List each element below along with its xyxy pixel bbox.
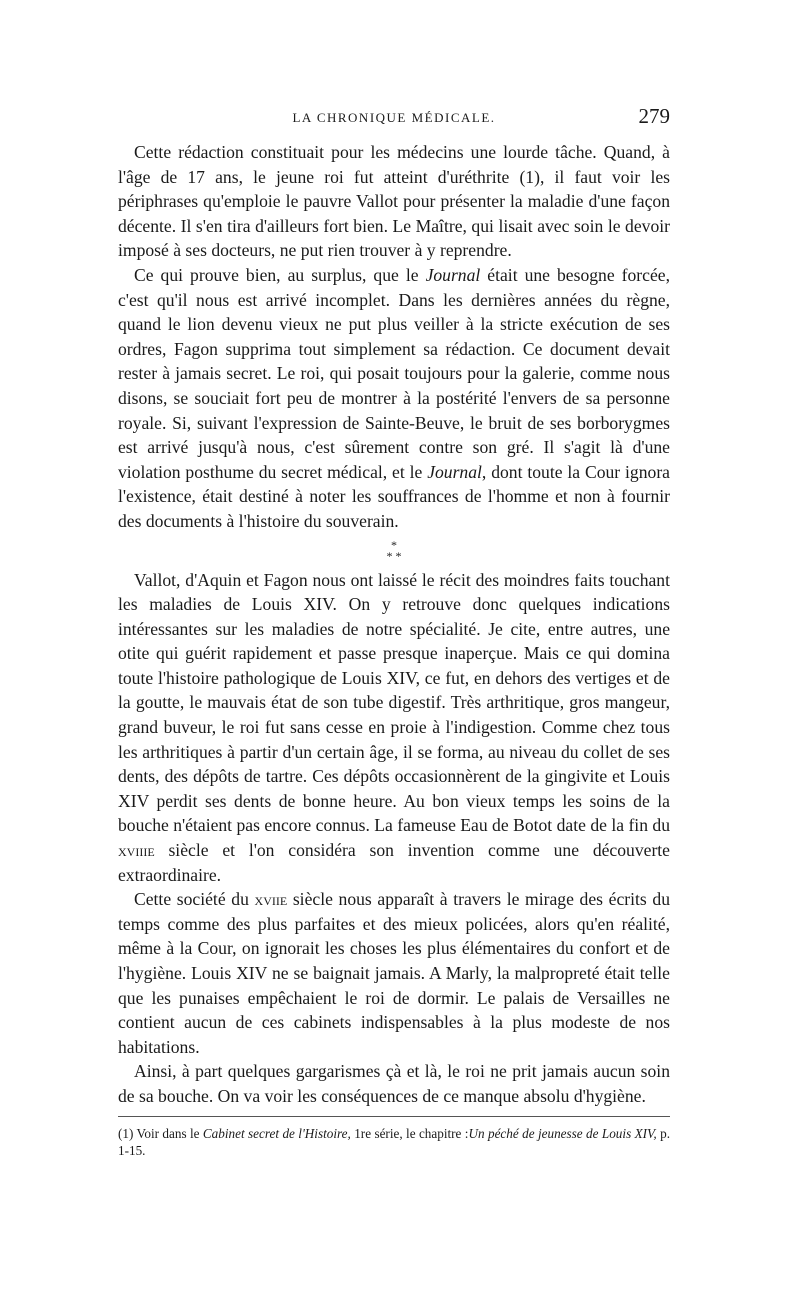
asterism-bottom: * * [386,548,402,563]
footnote-text-a: (1) Voir dans le [118,1125,203,1141]
footnote-chapter-title: Un péché de jeunesse de Louis XIV, [468,1125,657,1141]
century-numeral: xviiie [118,840,155,861]
footnote-text-b: 1re série, le chapitre : [350,1125,469,1141]
paragraph-2-text-b: était une besogne forcée, c'est qu'il nous est arrivé incomplet. Dans les dernières années du règne, quand le lion devenu vieux ne put plus veiller à la stricte exécution de ses ordres, Fagon supprima tout simplement sa rédaction. Ce document devait rester à jamais secret. Le roi, qui posait toujours pour la galerie, comme nous disons, se souciait fort peu de montrer à la postérité l'envers de sa personne royale. Si, suivant l'expression de Sainte-Beuve, le bruit de ses borborygmes est arrivé jusqu'à nous, c'est sûrement contre son gré. Il s'agit là d'une violation posthume du secret médical, et le [118,264,670,482]
paragraph-5: Ainsi, à part quelques gargarismes çà et là, le roi ne prit jamais aucun soin de sa bouche. On va voir les conséquences de ce manque absolu d'hygiène. [118,1061,670,1106]
paragraph-3-text-b: siècle et l'on considéra son invention comme une découverte extraordinaire. [118,840,670,885]
paragraph-1: Cette rédaction constituait pour les médecins une lourde tâche. Quand, à l'âge de 17 ans, le jeune roi fut atteint d'uréthrite (1), il faut voir les périphrases qu'emploie le pauvre Vallot pour présenter la maladie d'une façon décente. Il s'en tira d'ailleurs fort bien. Le Maître, qui lisait avec soin le devoir imposé à ses docteurs, ne put rien trouver à y reprendre. [118,142,670,261]
century-numeral: xviie [254,889,288,910]
journal-title: Journal [425,264,481,285]
journal-title: Journal [427,461,482,482]
asterism [118,537,670,563]
footnote-text-c: p. 1-15. [118,1125,670,1158]
paragraph-2 [118,263,670,534]
page-header [118,104,670,134]
paragraph-3 [118,568,670,888]
paragraph-2-text-c: , dont toute la Cour ignora l'existence, était destiné à noter les souffrances de l'homme et non à fournir des documents à l'histoire du souverain. [118,461,670,531]
page [118,104,670,1159]
paragraph-4 [118,887,670,1059]
page-number: 279 [638,104,670,128]
paragraph-4-text-b: siècle nous apparaît à travers le mirage des écrits du temps comme des plus parfaites et des mieux policées, alors qu'en réalité, même à la Cour, on ignorait les choses les plus élémentaires du confort et de l'hygiène. Louis XIV ne se baignait jamais. A Marly, la malpropreté était telle que les punaises empêchaient le roi de dormir. Le palais de Versailles ne contient aucun de ces cabinets indispensables à la plus modeste de nos habitations. [118,889,671,1057]
paragraph-4-text-a: Cette société du [134,889,255,910]
paragraph-2-text-a: Ce qui prouve bien, au surplus, que le [134,264,426,285]
paragraph-3-text-a: Vallot, d'Aquin et Fagon nous ont laissé le récit des moindres faits touchant les maladies de Louis XIV. On y retrouve donc quelques indications intéressantes sur les maladies de notre spécialité. Je cite, entre autres, une otite qui guérit rapidement et passe presque inaperçue. Mais ce qui domina toute l'histoire pathologique de Louis XIV, ce fut, en dehors des vertiges et de la goutte, le mauvais état de son tube digestif. Très arthritique, gros mangeur, grand buveur, le roi fut sans cesse en proie à l'indigestion. Comme chez tous les arthritiques à partir d'un certain âge, il se forma, au niveau du collet de ses dents, des dépôts de tartre. Ces dépôts occasionnèrent de la gingivite et Louis XIV perdit ses dents de bonne heure. Au bon vieux temps les soins de la bouche n'étaient pas encore connus. La fameuse Eau de Botot date de la fin du [118,569,670,836]
running-title: LA CHRONIQUE MÉDICALE. [292,110,496,125]
asterism-top: * [391,537,397,552]
article-body [118,140,670,1159]
footnote-book-title: Cabinet secret de l'Histoire, [202,1125,351,1141]
footnote [118,1125,670,1159]
footnote-rule [118,1116,670,1117]
